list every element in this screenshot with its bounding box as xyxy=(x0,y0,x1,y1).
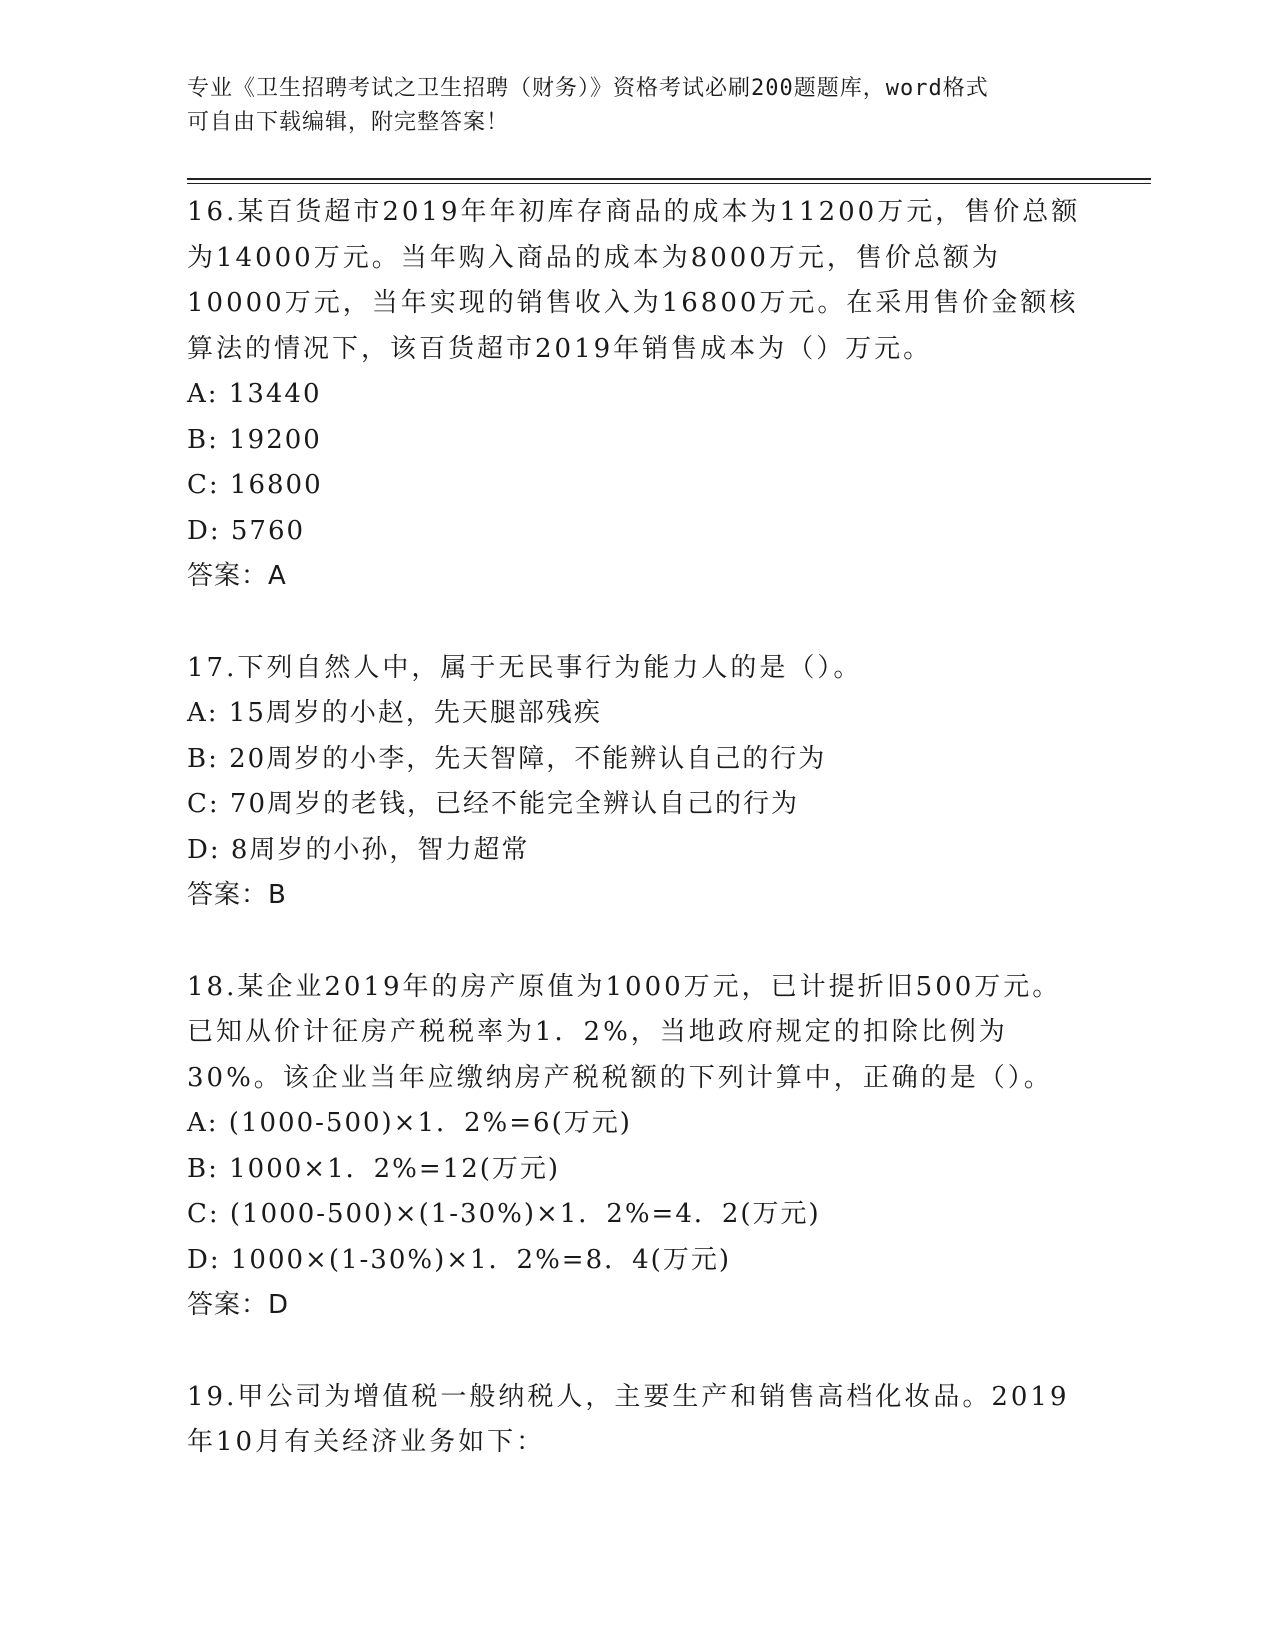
header-rule-thick xyxy=(187,178,1151,180)
option-d: D: 8周岁的小孙，智力超常 xyxy=(187,834,530,865)
option-d: D: 1000×(1-30%)×1．2%=8．4(万元) xyxy=(187,1244,731,1275)
question-stem: 17.下列自然人中，属于无民事行为能力人的是（）。 xyxy=(187,652,863,683)
option-b: B: 20周岁的小李，先天智障，不能辨认自己的行为 xyxy=(187,743,827,774)
option-d: D: 5760 xyxy=(187,515,306,546)
option-b: B: 1000×1．2%=12(万元) xyxy=(187,1153,561,1184)
header-line-2: 可自由下载编辑，附完整答案！ xyxy=(187,110,510,135)
option-c: C: 16800 xyxy=(187,470,323,500)
option-c: C: (1000-500)×(1-30%)×1．2%=4．2(万元) xyxy=(187,1199,821,1229)
answer: 答案：A xyxy=(187,561,287,591)
option-a: A: (1000-500)×1．2%=6(万元) xyxy=(187,1108,632,1138)
question-stem: 16.某百货超市2019年年初库存商品的成本为11200万元，售价总额为14000万元。当年购入商品的成本为8000万元，售价总额为10000万元，当年实现的销售收入为16800万元。在采用售价金额核算法的情况下，该百货超市2019年销售成本为（）万元。 xyxy=(187,197,1081,364)
option-b: B: 19200 xyxy=(187,424,322,455)
question-17 xyxy=(187,646,1087,919)
question-stem: 19.甲公司为增值税一般纳税人，主要生产和销售高档化妆品。2019年10月有关经济业务如下： xyxy=(187,1381,1070,1457)
header-rule-thin xyxy=(187,183,1151,184)
question-stem: 18.某企业2019年的房产原值为1000万元，已计提折旧500万元。已知从价计征房产税税率为1．2%，当地政府规定的扣除比例为30%。该企业当年应缴纳房产税税额的下列计算中，正确的是（）。 xyxy=(187,971,1062,1093)
answer: 答案：B xyxy=(187,880,287,910)
question-list xyxy=(187,190,1087,1512)
option-c: C: 70周岁的老钱，已经不能完全辨认自己的行为 xyxy=(187,789,800,819)
question-16 xyxy=(187,190,1087,600)
document-header xyxy=(187,72,1067,140)
option-a: A: 13440 xyxy=(187,379,322,409)
question-19 xyxy=(187,1375,1087,1466)
header-line-1: 专业《卫生招聘考试之卫生招聘（财务）》资格考试必刷200题题库，word格式 xyxy=(187,76,989,101)
option-a: A: 15周岁的小赵，先天腿部残疾 xyxy=(187,698,602,728)
answer: 答案：D xyxy=(187,1290,290,1320)
question-18 xyxy=(187,965,1087,1329)
